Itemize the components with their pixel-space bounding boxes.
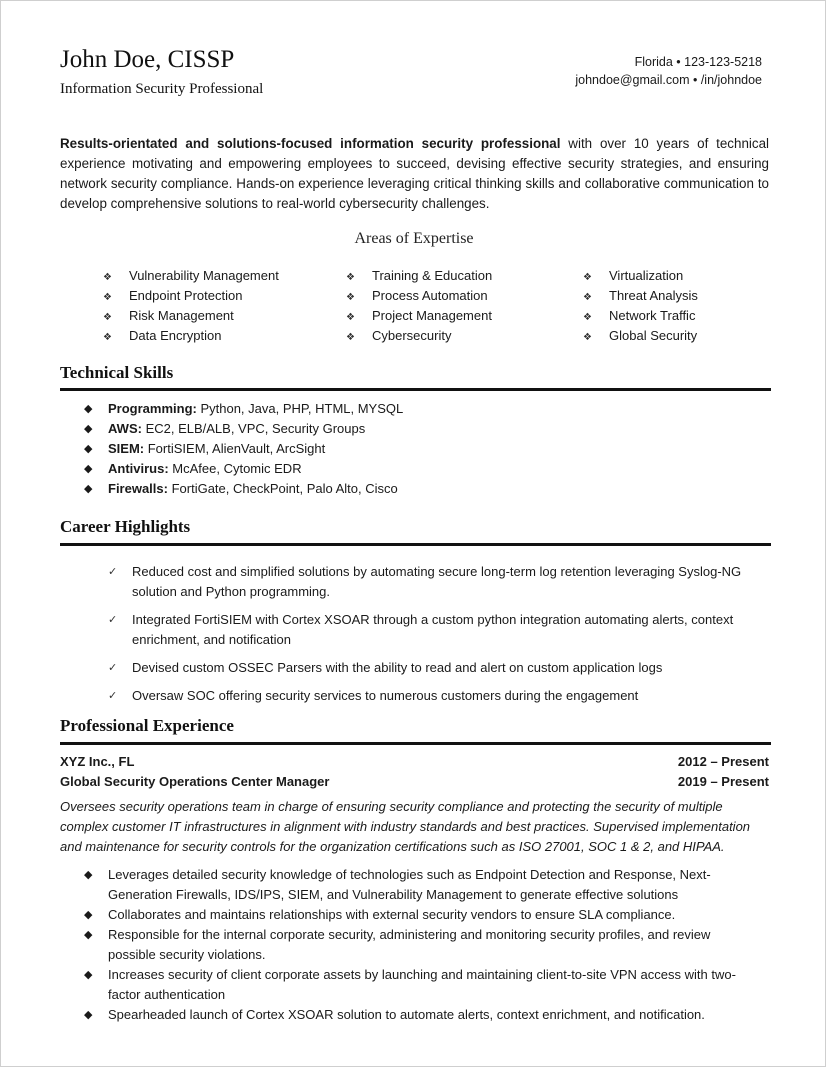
black-diamond-icon: ◆ [84,483,93,495]
role-dates: 2019 – Present [677,774,769,789]
company-dates: 2012 – Present [677,754,769,769]
career-highlights-list [108,562,768,714]
skill-item: ◆ Firewalls: FortiGate, CheckPoint, Palo Alto, Cisco [84,479,403,499]
expertise-item: ❖ Virtualization [583,266,698,286]
technical-skills-title: Technical Skills [60,363,174,382]
expertise-item: ❖ Vulnerability Management [103,266,279,286]
experience-bullet: ◆ Collaborates and maintains relationships with external security vendors to ensure SLA compliance. [84,905,744,925]
experience-bullet: ◆ Responsible for the internal corporate security, administering and monitoring security profiles, and review possible security violations. [84,927,711,962]
expertise-item: ❖ Project Management [346,306,492,326]
expertise-item: ❖ Risk Management [103,306,279,326]
expertise-item: ❖ Network Traffic [583,306,698,326]
black-diamond-icon: ◆ [84,969,93,981]
expertise-column-3 [583,266,698,346]
section-divider [60,543,771,546]
job-description: Oversees security operations team in charge of ensuring security compliance and protecting the security of multiple complex customer IT infrastructures in alignment with industry standards and best practices. Supervised implementation and maintenance for security controls for the organization certifications such as ISO 27001, SOC 1 & 2, and HIPAA. [60,799,751,854]
experience-bullet: ◆ Spearheaded launch of Cortex XSOAR solution to automate alerts, context enrichment, and notification. [84,1005,744,1025]
expertise-item: ❖ Cybersecurity [346,326,492,346]
expertise-item: ❖ Global Security [583,326,698,346]
resume-subtitle: Information Security Professional [60,81,264,97]
professional-summary [60,134,769,214]
black-diamond-icon: ◆ [84,869,93,881]
contact-location-phone: Florida • 123-123-5218 [634,55,762,69]
expertise-item: ❖ Threat Analysis [583,286,698,306]
resume-name: John Doe, CISSP [60,46,235,73]
skill-item: ◆ SIEM: FortiSIEM, AlienVault, ArcSight [84,439,403,459]
experience-bullets [84,865,744,1025]
diamond-four-dots-icon: ❖ [346,312,355,323]
expertise-title: Areas of Expertise [354,230,474,247]
black-diamond-icon: ◆ [84,403,93,415]
expertise-column-2 [346,266,492,346]
skill-item: ◆ AWS: EC2, ELB/ALB, VPC, Security Groups [84,419,403,439]
summary-bold-lead: Results-orientated and solutions-focused information security professional [60,136,561,151]
black-diamond-icon: ◆ [84,929,93,941]
highlight-item: ✓ Devised custom OSSEC Parsers with the ability to read and alert on custom application logs [108,658,768,678]
diamond-four-dots-icon: ❖ [346,292,355,303]
skill-item: ◆ Programming: Python, Java, PHP, HTML, MYSQL [84,399,403,419]
checkmark-icon: ✓ [108,662,118,674]
expertise-column-1 [103,266,279,346]
section-divider [60,388,771,391]
diamond-four-dots-icon: ❖ [346,332,355,343]
technical-skills-list [84,399,403,499]
diamond-four-dots-icon: ❖ [103,332,112,343]
expertise-item: ❖ Process Automation [346,286,492,306]
role-title: Global Security Operations Center Manager [60,774,330,789]
diamond-four-dots-icon: ❖ [583,272,592,283]
professional-experience-title: Professional Experience [60,716,234,735]
diamond-four-dots-icon: ❖ [103,312,112,323]
black-diamond-icon: ◆ [84,463,93,475]
black-diamond-icon: ◆ [84,443,93,455]
highlight-item: ✓ Reduced cost and simplified solutions by automating secure long-term log retention leveraging Syslog-NG solution and Python programming. [108,564,742,599]
black-diamond-icon: ◆ [84,1009,93,1021]
highlight-item: ✓ Integrated FortiSIEM with Cortex XSOAR through a custom python integration automating alerts, context enrichment, and notification [108,612,734,647]
highlight-item: ✓ Oversaw SOC offering security services to numerous customers during the engagement [108,686,768,706]
summary-text: with over 10 years of technical experience motivating and empowering employees to succeed, devising effective security strategies, and ensuring network security compliance. Hands-on experience leveraging critical thinking skills and collaborative communication to develop comprehensive solutions to real-world cybersecurity challenges. [60,136,769,211]
experience-bullet: ◆ Increases security of client corporate assets by launching and maintaining client-to-site VPN access with two-factor authentication [84,967,736,1002]
checkmark-icon: ✓ [108,690,118,702]
black-diamond-icon: ◆ [84,909,93,921]
diamond-four-dots-icon: ❖ [103,292,112,303]
skill-item: ◆ Antivirus: McAfee, Cytomic EDR [84,459,403,479]
experience-bullet: ◆ Leverages detailed security knowledge of technologies such as Endpoint Detection and Response, Next-Generation Firewalls, IDS/IPS, SIEM, and Vulnerability Management to generate effective solutions [84,867,711,902]
company-row [60,754,769,769]
checkmark-icon: ✓ [108,614,118,626]
diamond-four-dots-icon: ❖ [346,272,355,283]
expertise-item: ❖ Training & Education [346,266,492,286]
expertise-item: ❖ Data Encryption [103,326,279,346]
company-name: XYZ Inc., FL [60,754,135,769]
role-row [60,774,769,789]
black-diamond-icon: ◆ [84,423,93,435]
section-divider [60,742,771,745]
diamond-four-dots-icon: ❖ [583,292,592,303]
checkmark-icon: ✓ [108,566,118,578]
diamond-four-dots-icon: ❖ [583,312,592,323]
contact-email-linkedin: johndoe@gmail.com • /in/johndoe [575,73,762,87]
career-highlights-title: Career Highlights [60,517,191,536]
expertise-item: ❖ Endpoint Protection [103,286,279,306]
diamond-four-dots-icon: ❖ [103,272,112,283]
diamond-four-dots-icon: ❖ [583,332,592,343]
